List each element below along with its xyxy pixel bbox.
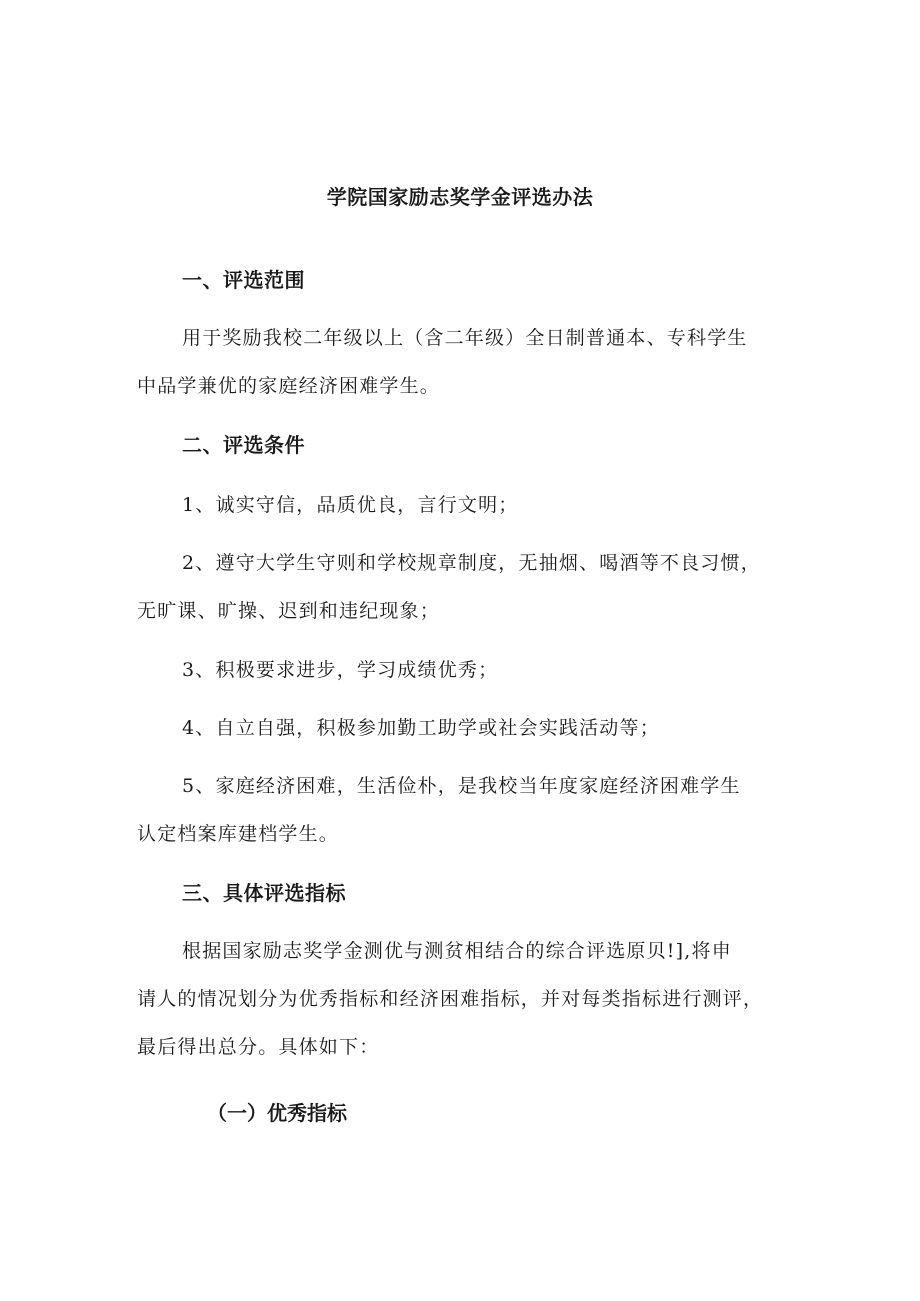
condition-item-2 xyxy=(137,539,797,635)
sub-heading-excellence: （一）优秀指标 xyxy=(207,1101,347,1125)
section-heading-indicators: 三、具体评选指标 xyxy=(182,881,346,905)
paragraph-line: 无旷课、旷操、迟到和违纪现象； xyxy=(137,600,441,622)
paragraph-line: 根据国家励志奖学金测优与测贫相结合的综合评选原贝!],将申 xyxy=(182,940,732,962)
paragraph-line: 中品学兼优的家庭经济困难学生。 xyxy=(137,375,441,397)
paragraph-line: 3、积极要求进步，学习成绩优秀； xyxy=(182,659,499,681)
paragraph-line: 4、自立自强，积极参加勤工助学或社会实践活动等； xyxy=(182,717,660,739)
document-title: 学院国家励志奖学金评选办法 xyxy=(326,185,594,209)
paragraph-indicators xyxy=(137,927,797,1071)
paragraph-line: 1、诚实守信，品质优良，言行文明； xyxy=(182,494,519,516)
paragraph-line: 认定档案库建档学生。 xyxy=(137,823,340,845)
paragraph-scope xyxy=(137,314,797,410)
condition-item-3 xyxy=(137,646,797,694)
condition-item-4 xyxy=(137,704,797,752)
condition-item-1 xyxy=(137,481,797,529)
section-heading-scope: 一、评选范围 xyxy=(182,268,305,292)
paragraph-line: 2、遵守大学生守则和学校规章制度，无抽烟、喝酒等不良习惯， xyxy=(182,552,761,574)
paragraph-line: 请人的情况划分为优秀指标和经济困难指标，并对每类指标进行测评， xyxy=(137,988,764,1010)
paragraph-line: 最后得出总分。具体如下： xyxy=(137,1036,380,1058)
condition-item-5 xyxy=(137,762,797,858)
paragraph-line: 用于奖励我校二年级以上（含二年级）全日制普通本、专科学生 xyxy=(182,327,748,349)
paragraph-line: 5、家庭经济困难，生活俭朴，是我校当年度家庭经济困难学生 xyxy=(182,775,741,797)
section-heading-conditions: 二、评选条件 xyxy=(182,433,305,457)
